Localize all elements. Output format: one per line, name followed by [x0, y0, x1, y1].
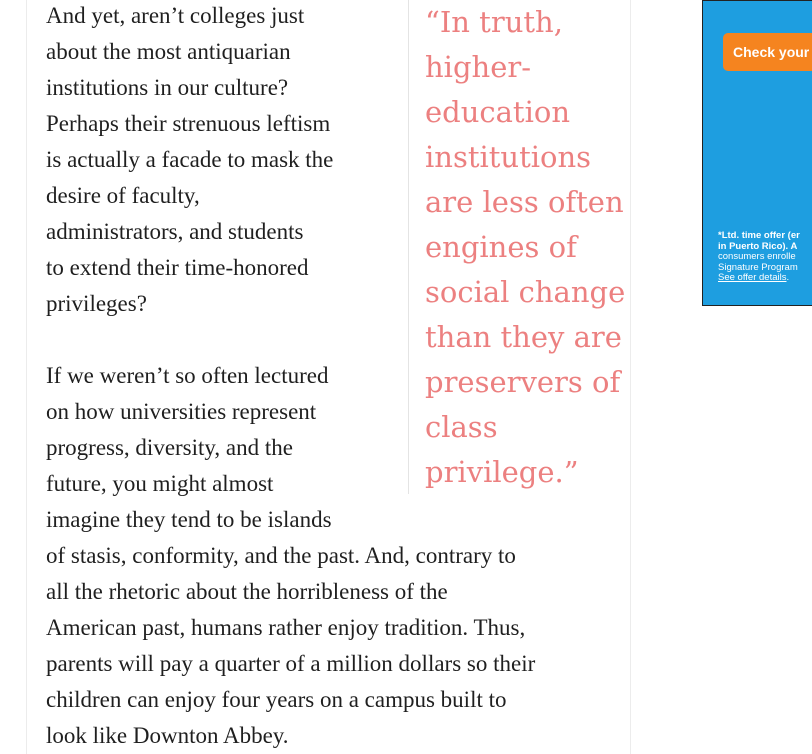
paragraph-line: is actually a facade to mask the [46, 147, 334, 172]
paragraph-line: administrators, and students [46, 219, 304, 244]
paragraph-line: future, you might almost [46, 471, 274, 496]
pull-quote-line: engines of [425, 230, 577, 264]
paragraph-line: institutions in our culture? [46, 75, 289, 100]
paragraph-line: And yet, aren’t colleges just [46, 3, 305, 28]
paragraph-line: parents will pay a quarter of a million dollars so their [46, 651, 536, 676]
pull-quote [408, 0, 626, 494]
paragraph-line: progress, diversity, and the [46, 435, 293, 460]
pull-quote-line: privilege.” [425, 455, 579, 489]
pull-quote-line: than they are [425, 320, 622, 354]
ad-fine-print-line: Signature Program [718, 261, 798, 273]
paragraph-line: American past, humans rather enjoy tradition. Thus, [46, 615, 526, 640]
paragraph-line: on how universities represent [46, 399, 317, 424]
paragraph-line: Perhaps their strenuous leftism [46, 111, 331, 136]
pull-quote-line: preservers of [425, 365, 621, 399]
paragraph-line: privileges? [46, 291, 147, 316]
ad-cta-button[interactable]: Check your [723, 33, 812, 71]
article-paragraph-1 [46, 0, 333, 322]
ad-fine-print-line: consumers enrolle [718, 251, 796, 262]
ad-fine-print: *Ltd. time offer (er in Puerto Rico). A consumers enrolle Signature Program See offer details. [718, 230, 800, 283]
paragraph-line: desire of faculty, [46, 183, 200, 208]
pull-quote-line: are less often [425, 185, 624, 219]
paragraph-line: children can enjoy four years on a campus built to [46, 687, 507, 712]
paragraph-line: about the most antiquarian [46, 39, 291, 64]
pull-quote-line: institutions [425, 140, 592, 174]
pull-quote-line: “In truth, [425, 5, 563, 39]
paragraph-line: of stasis, conformity, and the past. And, contrary to [46, 543, 516, 568]
paragraph-line: If we weren’t so often lectured [46, 363, 329, 388]
pull-quote-line: education [425, 95, 570, 129]
pull-quote-line: class [425, 410, 498, 444]
advertisement-banner[interactable] [702, 0, 812, 306]
ad-fine-print-line: *Ltd. time offer (er [718, 230, 800, 241]
pull-quote-line: higher- [425, 50, 532, 84]
paragraph-line: all the rhetoric about the horribleness of the [46, 579, 448, 604]
ad-fine-print-line: in Puerto Rico). A [718, 240, 798, 252]
paragraph-line: look like Downton Abbey. [46, 723, 289, 748]
pull-quote-line: social change [425, 275, 626, 309]
ad-offer-details-link[interactable]: See offer details [718, 272, 787, 283]
paragraph-line: to extend their time-honored [46, 255, 309, 280]
paragraph-line: imagine they tend to be islands [46, 507, 332, 532]
pull-quote-text [425, 0, 625, 495]
